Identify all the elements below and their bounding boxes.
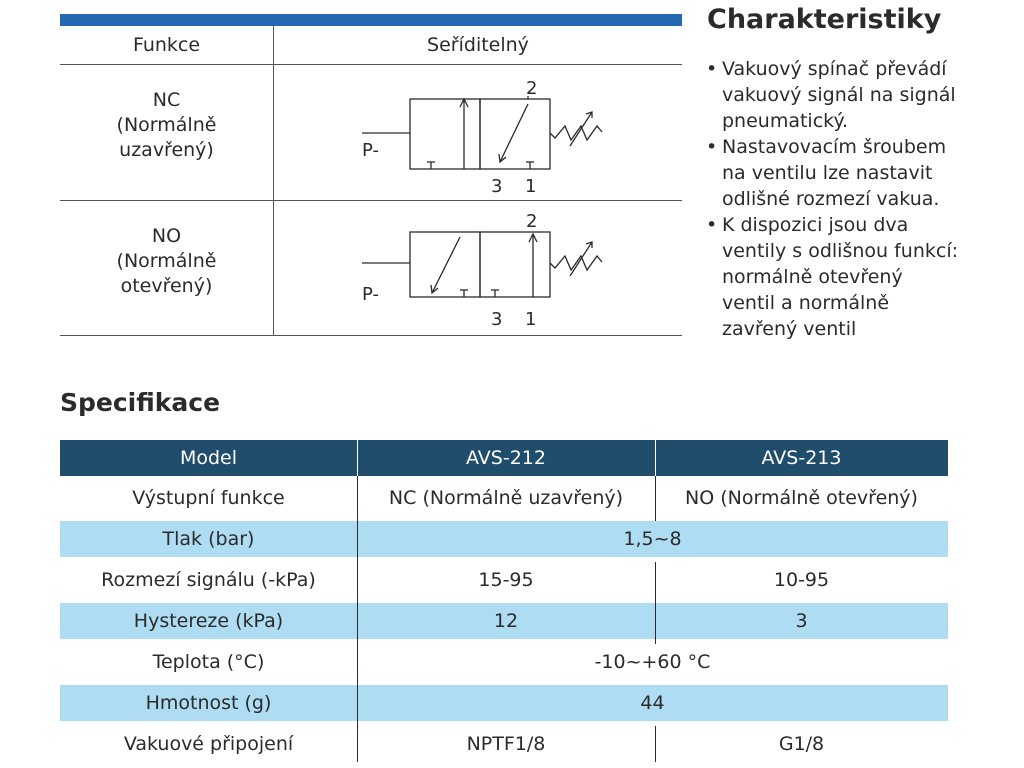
row-value: 10-95: [773, 569, 830, 591]
row-value: NC (Normálně uzavřený): [388, 487, 624, 509]
name-line: NC: [152, 89, 181, 111]
row-value: -10~+60 °C: [594, 651, 711, 673]
item-line: zavřený ventil: [722, 318, 857, 340]
row-value: NO (Normálně otevřený): [685, 487, 918, 509]
header-avs-213: AVS-213: [761, 447, 842, 469]
divider: [60, 200, 682, 201]
no-valve-symbol: [350, 207, 610, 333]
table-row: [60, 685, 948, 721]
table-row: [60, 603, 948, 639]
list-item: [706, 212, 1006, 342]
table-row: [60, 480, 948, 516]
name-line: (Normálně: [116, 250, 217, 272]
row-label: Hystereze (kPa): [133, 610, 284, 632]
nc-port-3: 3: [491, 176, 503, 197]
row-label: Výstupní funkce: [132, 487, 285, 509]
table-row: [60, 562, 948, 598]
function-table: [60, 14, 682, 336]
header-avs-212: AVS-212: [466, 447, 546, 469]
header-model: Model: [179, 447, 238, 469]
table-row: [60, 726, 948, 762]
name-line: (Normálně: [116, 114, 217, 136]
item-line: na ventilu lze nastavit: [722, 162, 933, 184]
row-value: 3: [795, 610, 808, 632]
row-label: Rozmezí signálu (-kPa): [101, 569, 316, 591]
no-port-1: 1: [525, 309, 537, 330]
characteristics-list: [706, 56, 1006, 342]
no-port-3: 3: [491, 309, 503, 330]
row-label: Teplota (°C): [152, 651, 265, 673]
column-divider: [655, 476, 656, 521]
item-line: pneumatický.: [722, 110, 849, 132]
header-function: Funkce: [132, 34, 201, 56]
item-line: • K dispozici jsou dva: [722, 214, 909, 236]
list-item: [706, 56, 1006, 134]
column-divider: [655, 726, 656, 762]
header-adjustable: Seříditelný: [427, 34, 529, 56]
name-line: uzavřený): [119, 139, 214, 161]
item-line: • Vakuový spínač převádí: [722, 58, 947, 80]
divider: [273, 26, 274, 336]
item-line: • Nastavovacím šroubem: [722, 136, 947, 158]
list-item: [706, 134, 1006, 212]
table-top-bar: [60, 14, 682, 26]
row-value: 12: [493, 610, 519, 632]
spec-header-row: [60, 440, 948, 476]
row-nc-name: [60, 88, 273, 163]
column-divider: [357, 476, 358, 762]
row-label: Hmotnost (g): [145, 692, 272, 714]
nc-port-2: 2: [526, 78, 538, 99]
item-line: vakuový signál na signál: [722, 84, 956, 106]
name-line: otevřený): [120, 275, 213, 297]
divider: [357, 440, 358, 476]
no-pilot-label: P-: [362, 284, 379, 305]
table-row: [60, 644, 948, 680]
divider: [60, 335, 682, 336]
divider: [655, 440, 656, 476]
specification-title: Specifikace: [60, 388, 221, 417]
no-port-2: 2: [526, 211, 538, 232]
nc-pilot-label: P-: [362, 140, 379, 161]
row-value: NPTF1/8: [466, 733, 546, 755]
row-value: 15-95: [478, 569, 534, 591]
nc-valve-symbol: [350, 74, 610, 200]
row-label: Vakuové připojení: [123, 733, 294, 755]
table-row: [60, 521, 948, 557]
name-line: NO: [151, 225, 182, 247]
row-value: 44: [640, 692, 665, 714]
item-line: normálně otevřený: [722, 266, 903, 288]
item-line: odlišné rozmezí vakua.: [722, 188, 940, 210]
row-no-name: [60, 224, 273, 299]
row-value: 1,5~8: [623, 528, 682, 550]
nc-port-1: 1: [525, 176, 537, 197]
row-label: Tlak (bar): [162, 528, 255, 550]
divider: [60, 64, 682, 65]
characteristics-title: Charakteristiky: [707, 4, 942, 35]
item-line: ventil a normálně: [722, 292, 890, 314]
column-divider: [655, 562, 656, 644]
row-value: G1/8: [778, 733, 825, 755]
item-line: ventily s odlišnou funkcí:: [722, 240, 958, 262]
